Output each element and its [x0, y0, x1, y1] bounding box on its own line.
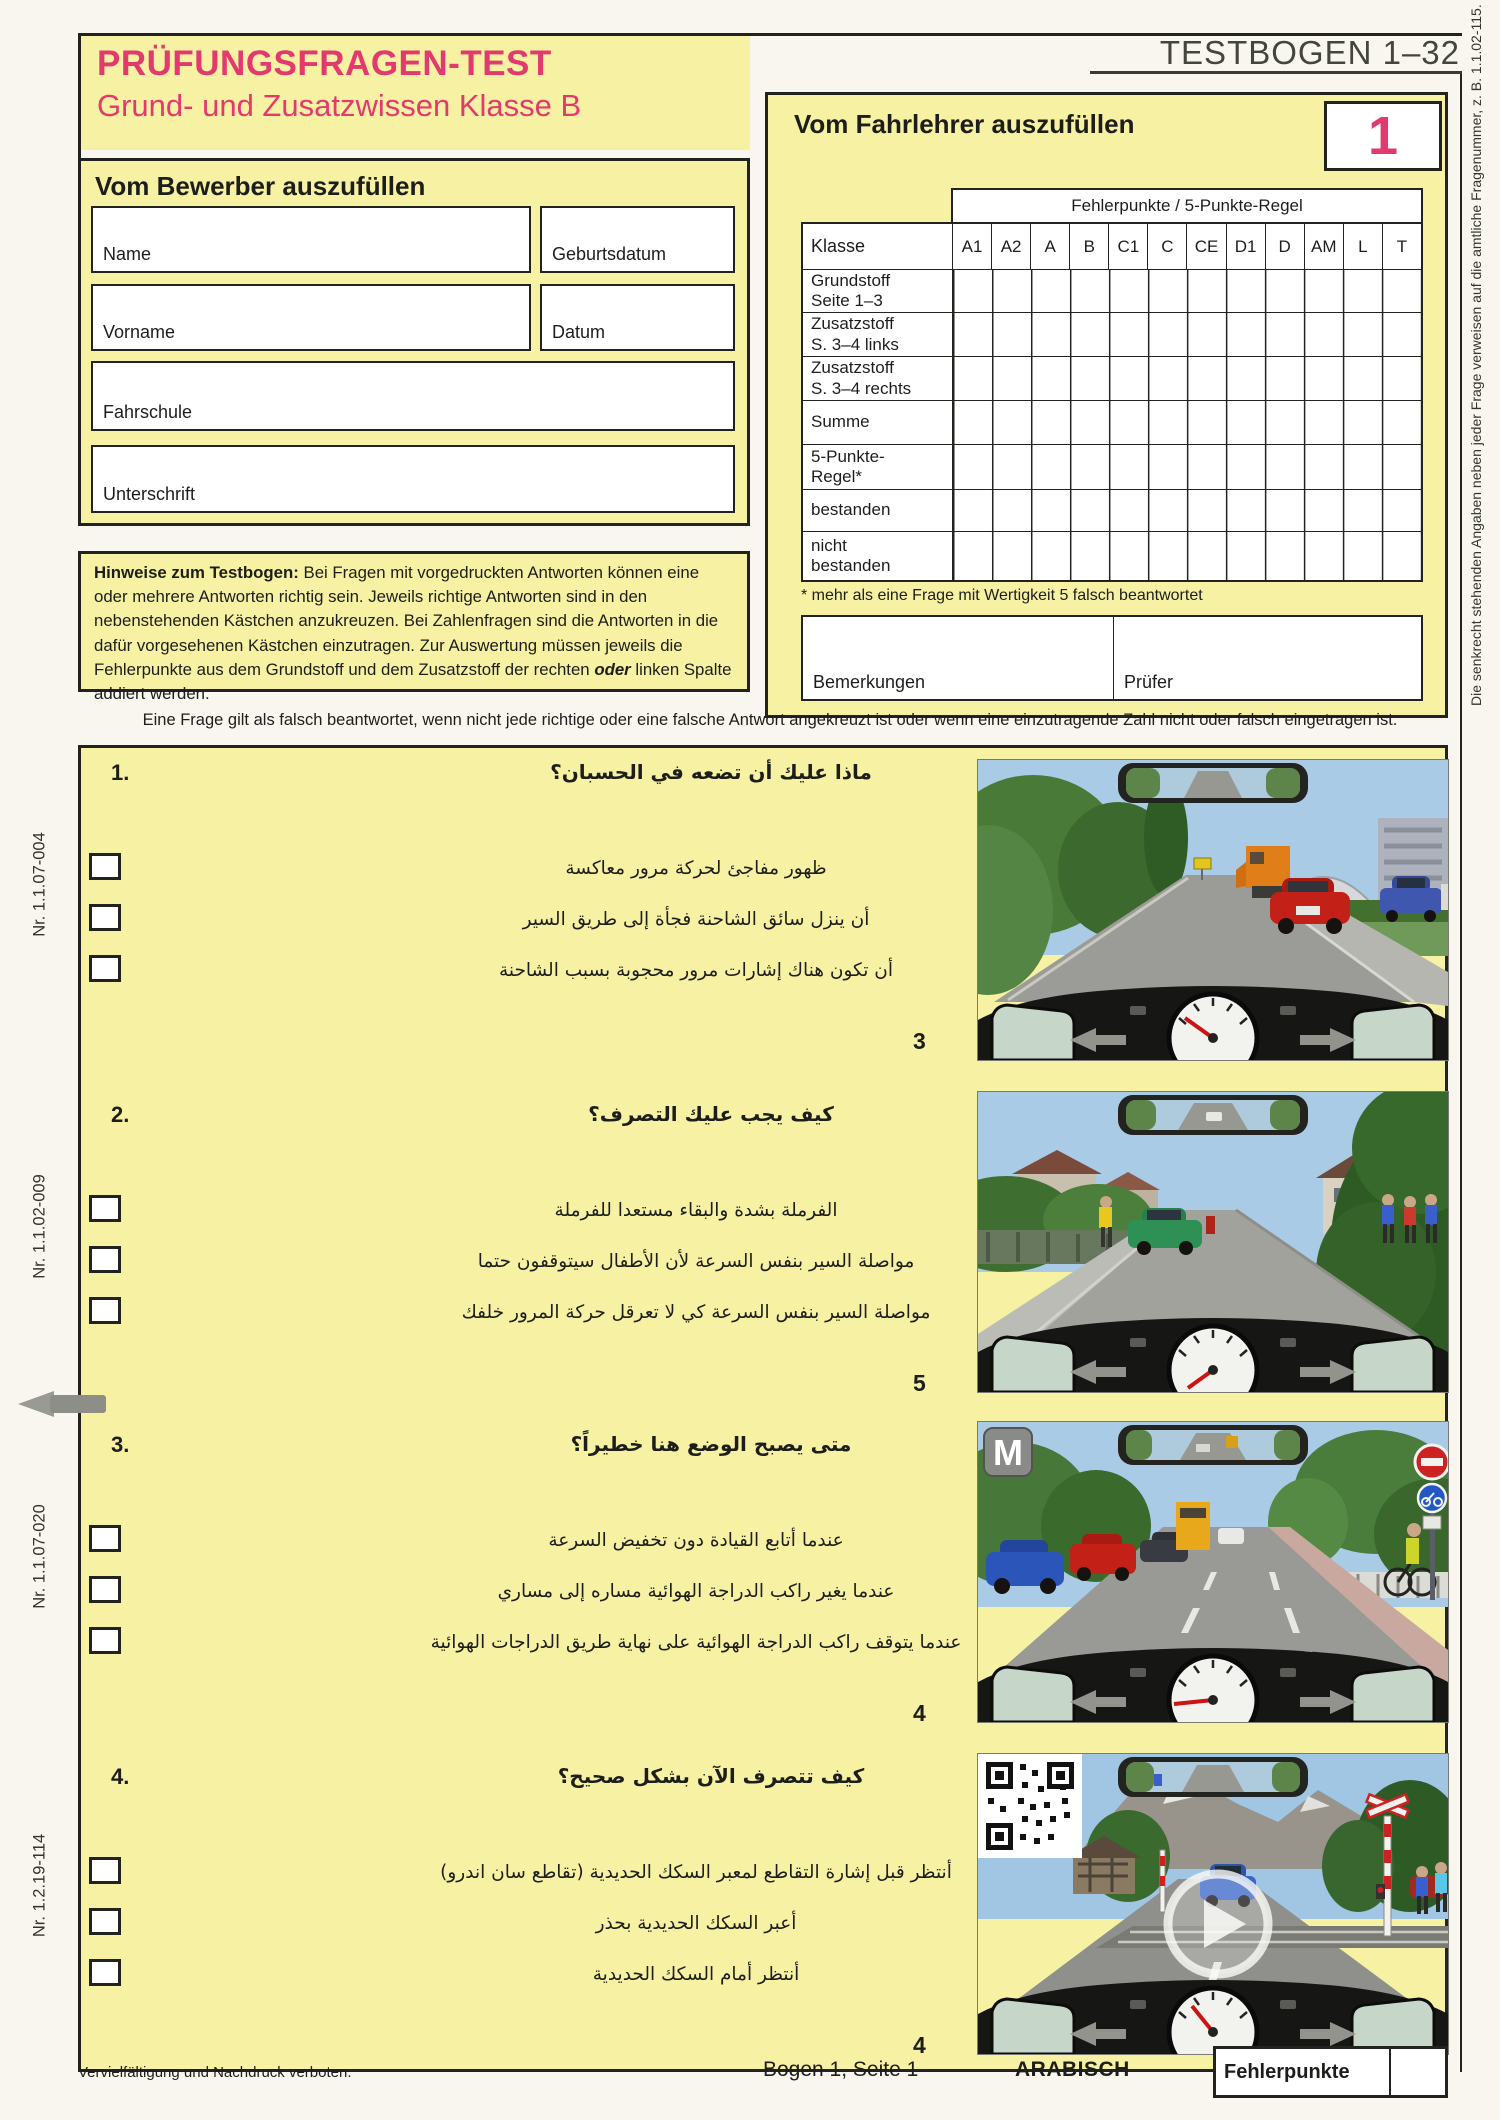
instructions-box [78, 551, 750, 704]
table-header-row [803, 224, 1421, 269]
birthdate-field[interactable] [540, 206, 735, 273]
row-label-2: Seite 1–3 [811, 291, 883, 310]
col-ce: CE [1186, 224, 1225, 269]
question-number: 3. [111, 1432, 130, 1457]
zusatzstoff-rechts-cells[interactable] [953, 357, 1421, 400]
date-label: Datum [552, 322, 606, 342]
footer-language: ARABISCH [1015, 2058, 1130, 2081]
table-row [803, 356, 1421, 400]
sheet-number-badge [1324, 101, 1442, 171]
rearview-mirror [1118, 1095, 1308, 1135]
question-ref-2: Nr. 1.1.02-009 [30, 1174, 49, 1279]
row-label-2: S. 3–4 rechts [811, 378, 912, 398]
question-ref-4: Nr. 1.2.19-114 [30, 1833, 49, 1938]
right-margin-rule [1460, 74, 1462, 2072]
col-t: T [1382, 224, 1421, 269]
answer-checkbox[interactable] [89, 1908, 121, 1935]
name-label: Name [103, 244, 152, 264]
question-points: 4 [913, 1700, 926, 1726]
row-label-2: bestanden [811, 556, 891, 575]
answer-text: ظهور مفاجئ لحركة مرور معاكسة [565, 857, 827, 879]
question-text: متى يصبح الوضع هنا خطيراً؟ [570, 1432, 852, 1456]
birthdate-label: Geburtsdatum [552, 244, 667, 264]
col-a: A [1030, 224, 1069, 269]
date-field[interactable] [540, 284, 735, 351]
question-image [978, 760, 1448, 1060]
question-3 [81, 1422, 1445, 1754]
qr-code [978, 1754, 1082, 1858]
row-label-2: S. 3–4 links [811, 334, 899, 354]
table-row [803, 444, 1421, 489]
question-image [978, 1092, 1448, 1392]
answer-text: مواصلة السير بنفس السرعة لأن الأطفال سيتوقفون حتما [477, 1250, 915, 1272]
answer-text: أعبر السكك الحديدية بحذر [595, 1912, 797, 1934]
question-2 [81, 1092, 1445, 1422]
answer-checkbox[interactable] [89, 1297, 121, 1324]
question-image [978, 1754, 1448, 2054]
driving-school-label: Fahrschule [103, 402, 193, 422]
col-b: B [1069, 224, 1108, 269]
fehlerpunkte-box [1213, 2046, 1448, 2098]
remarks-field[interactable] [803, 617, 1114, 699]
question-ref-1: Nr. 1.1.07-004 [30, 832, 49, 937]
col-d: D [1265, 224, 1304, 269]
play-button [1168, 1874, 1268, 1974]
signature-field[interactable] [91, 445, 735, 513]
question-4 [81, 1754, 1445, 2070]
question-number: 2. [111, 1102, 130, 1127]
error-points-table [801, 222, 1423, 582]
nicht-bestanden-cells[interactable] [953, 532, 1421, 580]
fehlerpunkte-value-cell[interactable] [1391, 2049, 1445, 2095]
row-label-2: Regel* [811, 467, 863, 486]
page-title: PRÜFUNGSFRAGEN-TEST [97, 44, 552, 83]
fehlerpunkte-label: Fehlerpunkte [1216, 2049, 1391, 2095]
col-c: C [1147, 224, 1186, 269]
rearview-mirror [1118, 1425, 1308, 1465]
row-label: nicht [811, 535, 847, 555]
answer-checkbox[interactable] [89, 1525, 121, 1552]
question-text: ماذا عليك أن تضعه في الحسبان؟ [550, 760, 872, 784]
answer-checkbox[interactable] [89, 904, 121, 931]
answer-checkbox[interactable] [89, 1246, 121, 1273]
bestanden-cells[interactable] [953, 490, 1421, 531]
answer-checkbox[interactable] [89, 1195, 121, 1222]
row-label: Grundstoff [811, 270, 891, 290]
question-number: 4. [111, 1764, 130, 1789]
rearview-mirror [1118, 1757, 1308, 1797]
answer-checkbox[interactable] [89, 853, 121, 880]
footer-copyright: Vervielfältigung und Nachdruck verboten. [78, 2064, 352, 2081]
col-a1: A1 [961, 236, 983, 256]
answer-text: مواصلة السير بنفس السرعة كي لا تعرقل حركة المرور خلفك [461, 1301, 931, 1323]
table-row [803, 531, 1421, 580]
question-image [978, 1422, 1448, 1722]
scoring-note: Eine Frage gilt als falsch beantwortet, wenn nicht jede richtige oder eine falsche Antwort angekreuzt ist oder wenn eine einzutragende Zahl nicht oder falsch eingetragen ist. [142, 711, 1398, 729]
side-note: Die senkrecht stehenden Angaben neben jeder Frage verweisen auf die amtliche Fragenummer, z. B. 1.1.02-115. [1468, 4, 1484, 706]
name-field[interactable] [91, 206, 531, 273]
firstname-field[interactable] [91, 284, 531, 351]
question-points: 3 [913, 1028, 926, 1054]
remarks-label: Bemerkungen [813, 672, 926, 692]
table-row [803, 400, 1421, 444]
answer-text: الفرملة بشدة والبقاء مستعدا للفرملة [554, 1199, 838, 1221]
question-text: كيف تتصرف الآن بشكل صحيح؟ [557, 1764, 865, 1788]
page-subtitle: Grund- und Zusatzwissen Klasse B [97, 88, 582, 123]
instructions-text-b: linken Spalte addiert werden. [94, 659, 732, 704]
footer-sheet-page: Bogen 1, Seite 1 [763, 2058, 919, 2081]
class-column-header: Klasse [803, 224, 953, 269]
five-points-footnote: * mehr als eine Frage mit Wertigkeit 5 falsch beantwortet [801, 587, 1203, 604]
answer-checkbox[interactable] [89, 1959, 121, 1986]
grundstoff-cells[interactable] [953, 270, 1421, 312]
yellow-truck [1176, 1502, 1210, 1550]
col-c1: C1 [1108, 224, 1147, 269]
answer-text: عندما يتوقف راكب الدراجة الهوائية على نهاية طريق الدراجات الهوائية [430, 1631, 962, 1653]
instructions-intro: Hinweise zum Testbogen: [94, 563, 299, 582]
answer-text: أن تكون هناك إشارات مرور محجوبة بسبب الشاحنة [498, 959, 894, 981]
question-number: 1. [111, 760, 130, 785]
answer-checkbox[interactable] [89, 1576, 121, 1603]
svg-text:M: M [993, 1432, 1023, 1473]
answer-text: أن ينزل سائق الشاحنة فجأة إلى طريق السير [522, 908, 870, 930]
sheet-number: 1 [1367, 106, 1399, 166]
col-am: AM [1304, 224, 1343, 269]
firstname-label: Vorname [103, 322, 176, 342]
answer-text: عندما يغير راكب الدراجة الهوائية مساره إلى مساري [497, 1580, 895, 1602]
rearview-mirror [1118, 763, 1308, 803]
question-ref-3: Nr. 1.1.07-020 [30, 1504, 49, 1609]
question-1 [81, 750, 1445, 1092]
row-label: bestanden [811, 500, 891, 520]
title-block [81, 36, 750, 150]
question-area [78, 745, 1448, 2072]
question-points: 4 [913, 2032, 926, 2058]
row-label: 5-Punkte- [811, 446, 885, 466]
driving-school-field[interactable] [91, 361, 735, 431]
examiner-label: Prüfer [1124, 672, 1174, 692]
question-text: كيف يجب عليك التصرف؟ [588, 1102, 834, 1126]
col-d1: D1 [1226, 224, 1265, 269]
testbogen-range: TESTBOGEN 1–32 [1159, 34, 1460, 71]
instructions-oder: oder [594, 659, 631, 679]
instructor-section-title: Vom Fahrlehrer auszufüllen [794, 109, 1135, 139]
signature-label: Unterschrift [103, 484, 196, 504]
answer-checkbox[interactable] [89, 1627, 121, 1654]
row-label: Zusatzstoff [811, 358, 894, 378]
question-points: 5 [913, 1370, 926, 1396]
row-label: Zusatzstoff [811, 314, 894, 334]
applicant-section-title: Vom Bewerber auszufüllen [95, 171, 426, 201]
row-label: Summe [811, 412, 870, 432]
col-l: L [1343, 224, 1382, 269]
answer-text: أنتظر قبل إشارة التقاطع لمعبر السكك الحديدية (تقاطع سان اندرو) [440, 1861, 952, 1883]
red-motorbike [1206, 1216, 1215, 1234]
pencil-marker-icon [18, 1388, 106, 1420]
remarks-row [801, 615, 1423, 701]
summe-cells[interactable] [953, 401, 1421, 444]
zusatzstoff-links-cells[interactable] [953, 313, 1421, 356]
answer-text: أنتظر أمام السكك الحديدية [592, 1963, 800, 1985]
instructor-section [765, 92, 1448, 718]
col-a2: A2 [991, 224, 1030, 269]
answer-checkbox[interactable] [89, 955, 121, 982]
m-badge [984, 1428, 1032, 1476]
crossing-sign-left [1160, 1850, 1165, 1912]
error-points-band: Fehlerpunkte / 5-Punkte-Regel [951, 188, 1423, 224]
table-row [803, 269, 1421, 312]
answer-checkbox[interactable] [89, 1857, 121, 1884]
instructions-text-a: Bei Fragen mit vorgedruckten Antworten können eine oder mehrere Antworten richtig sein. Jeweils richtige Antworten sind in den nebenstehenden Kästchen anzukreuzen. Bei Zahlenfragen sind die Antworten in die dafür vorgesehenen Kästchen einzutragen. Zur Auswertung müssen jeweils die Fehlerpunkte aus dem Grundstoff und dem Zusatzstoff der rechten [94, 563, 719, 679]
applicant-section [78, 158, 750, 526]
table-row [803, 489, 1421, 531]
answer-text: عندما أتابع القيادة دون تخفيض السرعة [548, 1529, 844, 1551]
punkte-regel-cells[interactable] [953, 445, 1421, 489]
table-row [803, 312, 1421, 356]
examiner-field[interactable] [1114, 617, 1421, 699]
